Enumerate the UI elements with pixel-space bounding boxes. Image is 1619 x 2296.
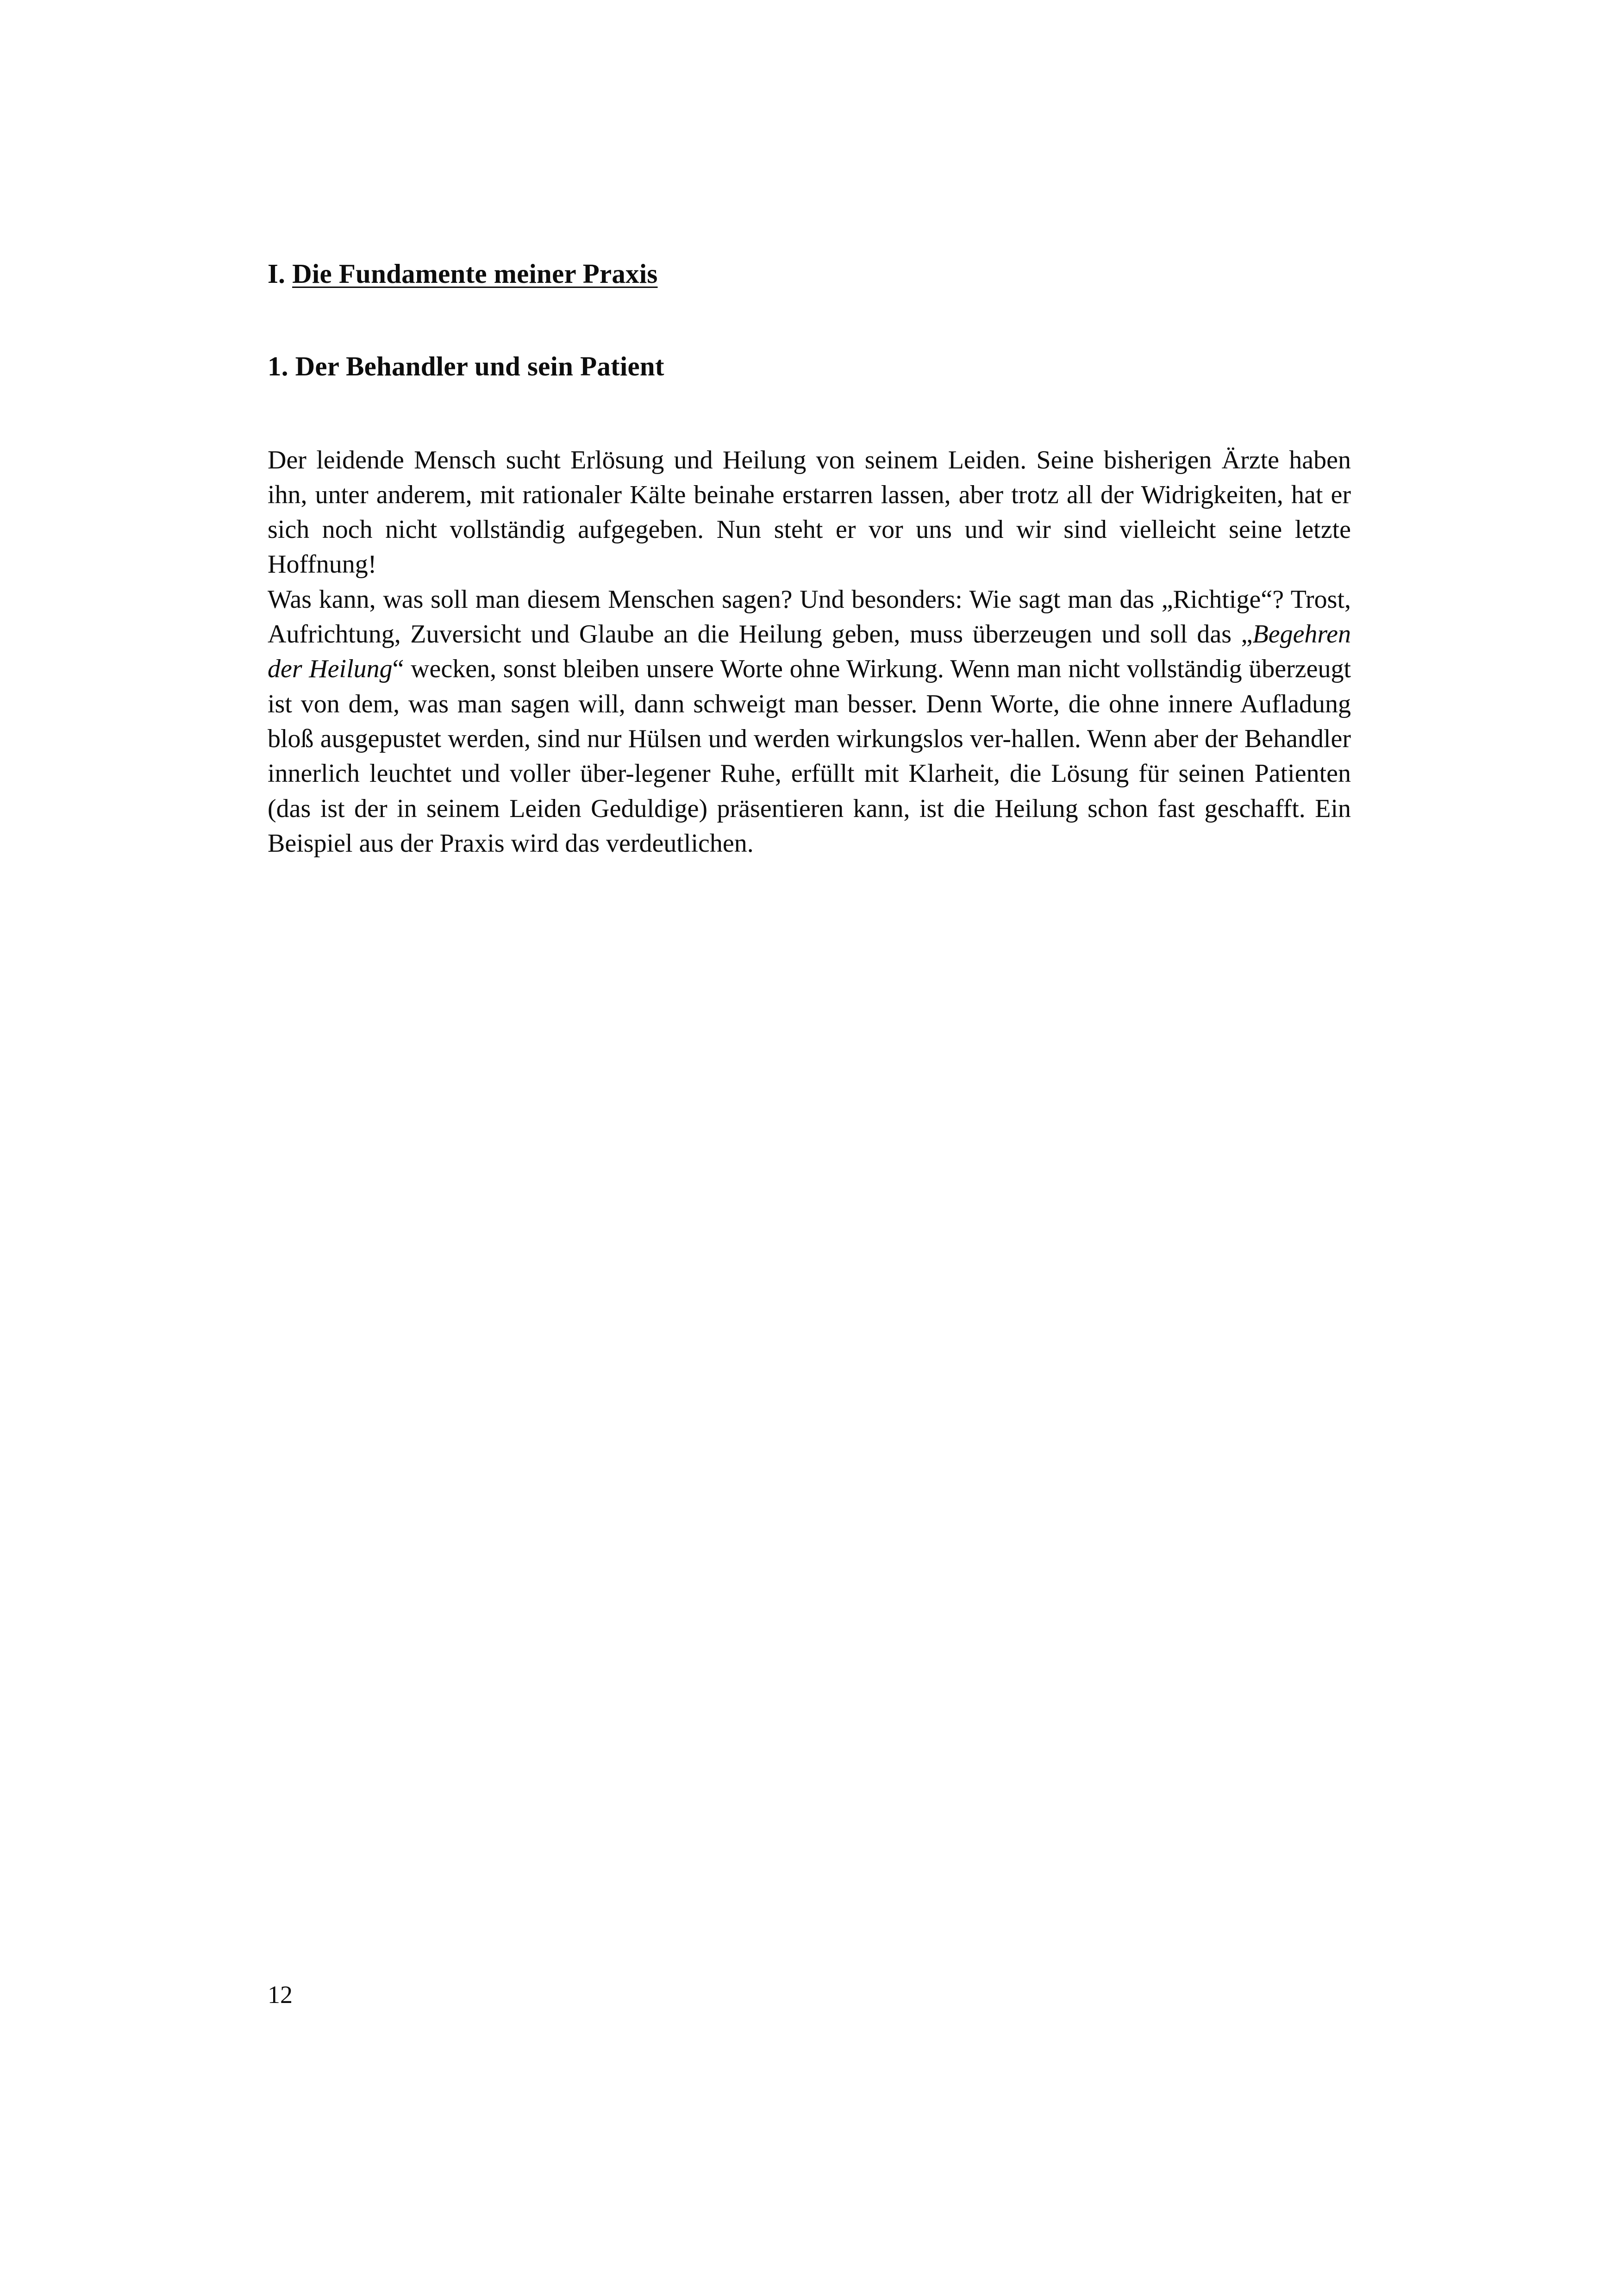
paragraph-1: Der leidende Mensch sucht Erlösung und Heilung von seinem Leiden. Seine bisherigen Ärzte haben ihn, unter anderem, mit rationaler Kälte beinahe erstarren lassen, aber trotz all der Widrigkeiten, hat er sich noch nicht vollständig aufgegeben. Nun steht er vor uns und wir sind vielleicht seine letzte Hoffnung! xyxy=(268,445,1351,579)
body-text xyxy=(268,443,1351,861)
italic-phrase: Begehren der Heilung xyxy=(268,620,1351,684)
section-heading-title: Die Fundamente meiner Praxis xyxy=(292,258,658,289)
paragraph-2-part-1: Was kann, was soll man diesem Menschen sagen? Und besonders: Wie sagt man das „Richtige“? Trost, Aufrichtung, Zuversicht und Glaube an die Heilung geben, muss überzeugen und soll das „ xyxy=(268,585,1351,649)
section-heading-number: I. xyxy=(268,258,286,289)
section-heading xyxy=(268,257,1351,291)
paragraph-2-part-2: “ wecken, sonst bleiben unsere Worte ohne Wirkung. Wenn man nicht vollständig überzeugt ist von dem, was man sagen will, dann schweigt man besser. Denn Worte, die ohne innere Aufladung bloß ausgepustet werden, sind nur Hülsen und werden wirkungslos ver-hallen. Wenn aber der Behandler innerlich leuchtet und voller über-legener Ruhe, erfüllt mit Klarheit, die Lösung für seinen Patienten (das ist der in seinem Leiden Geduldige) präsentieren kann, ist die Heilung schon fast geschafft. Ein Beispiel aus der Praxis wird das verdeutlichen. xyxy=(268,655,1351,858)
page-content xyxy=(268,257,1351,861)
page-number: 12 xyxy=(268,1981,293,2009)
paragraph-2 xyxy=(268,582,1351,861)
sub-heading: 1. Der Behandler und sein Patient xyxy=(268,350,664,381)
